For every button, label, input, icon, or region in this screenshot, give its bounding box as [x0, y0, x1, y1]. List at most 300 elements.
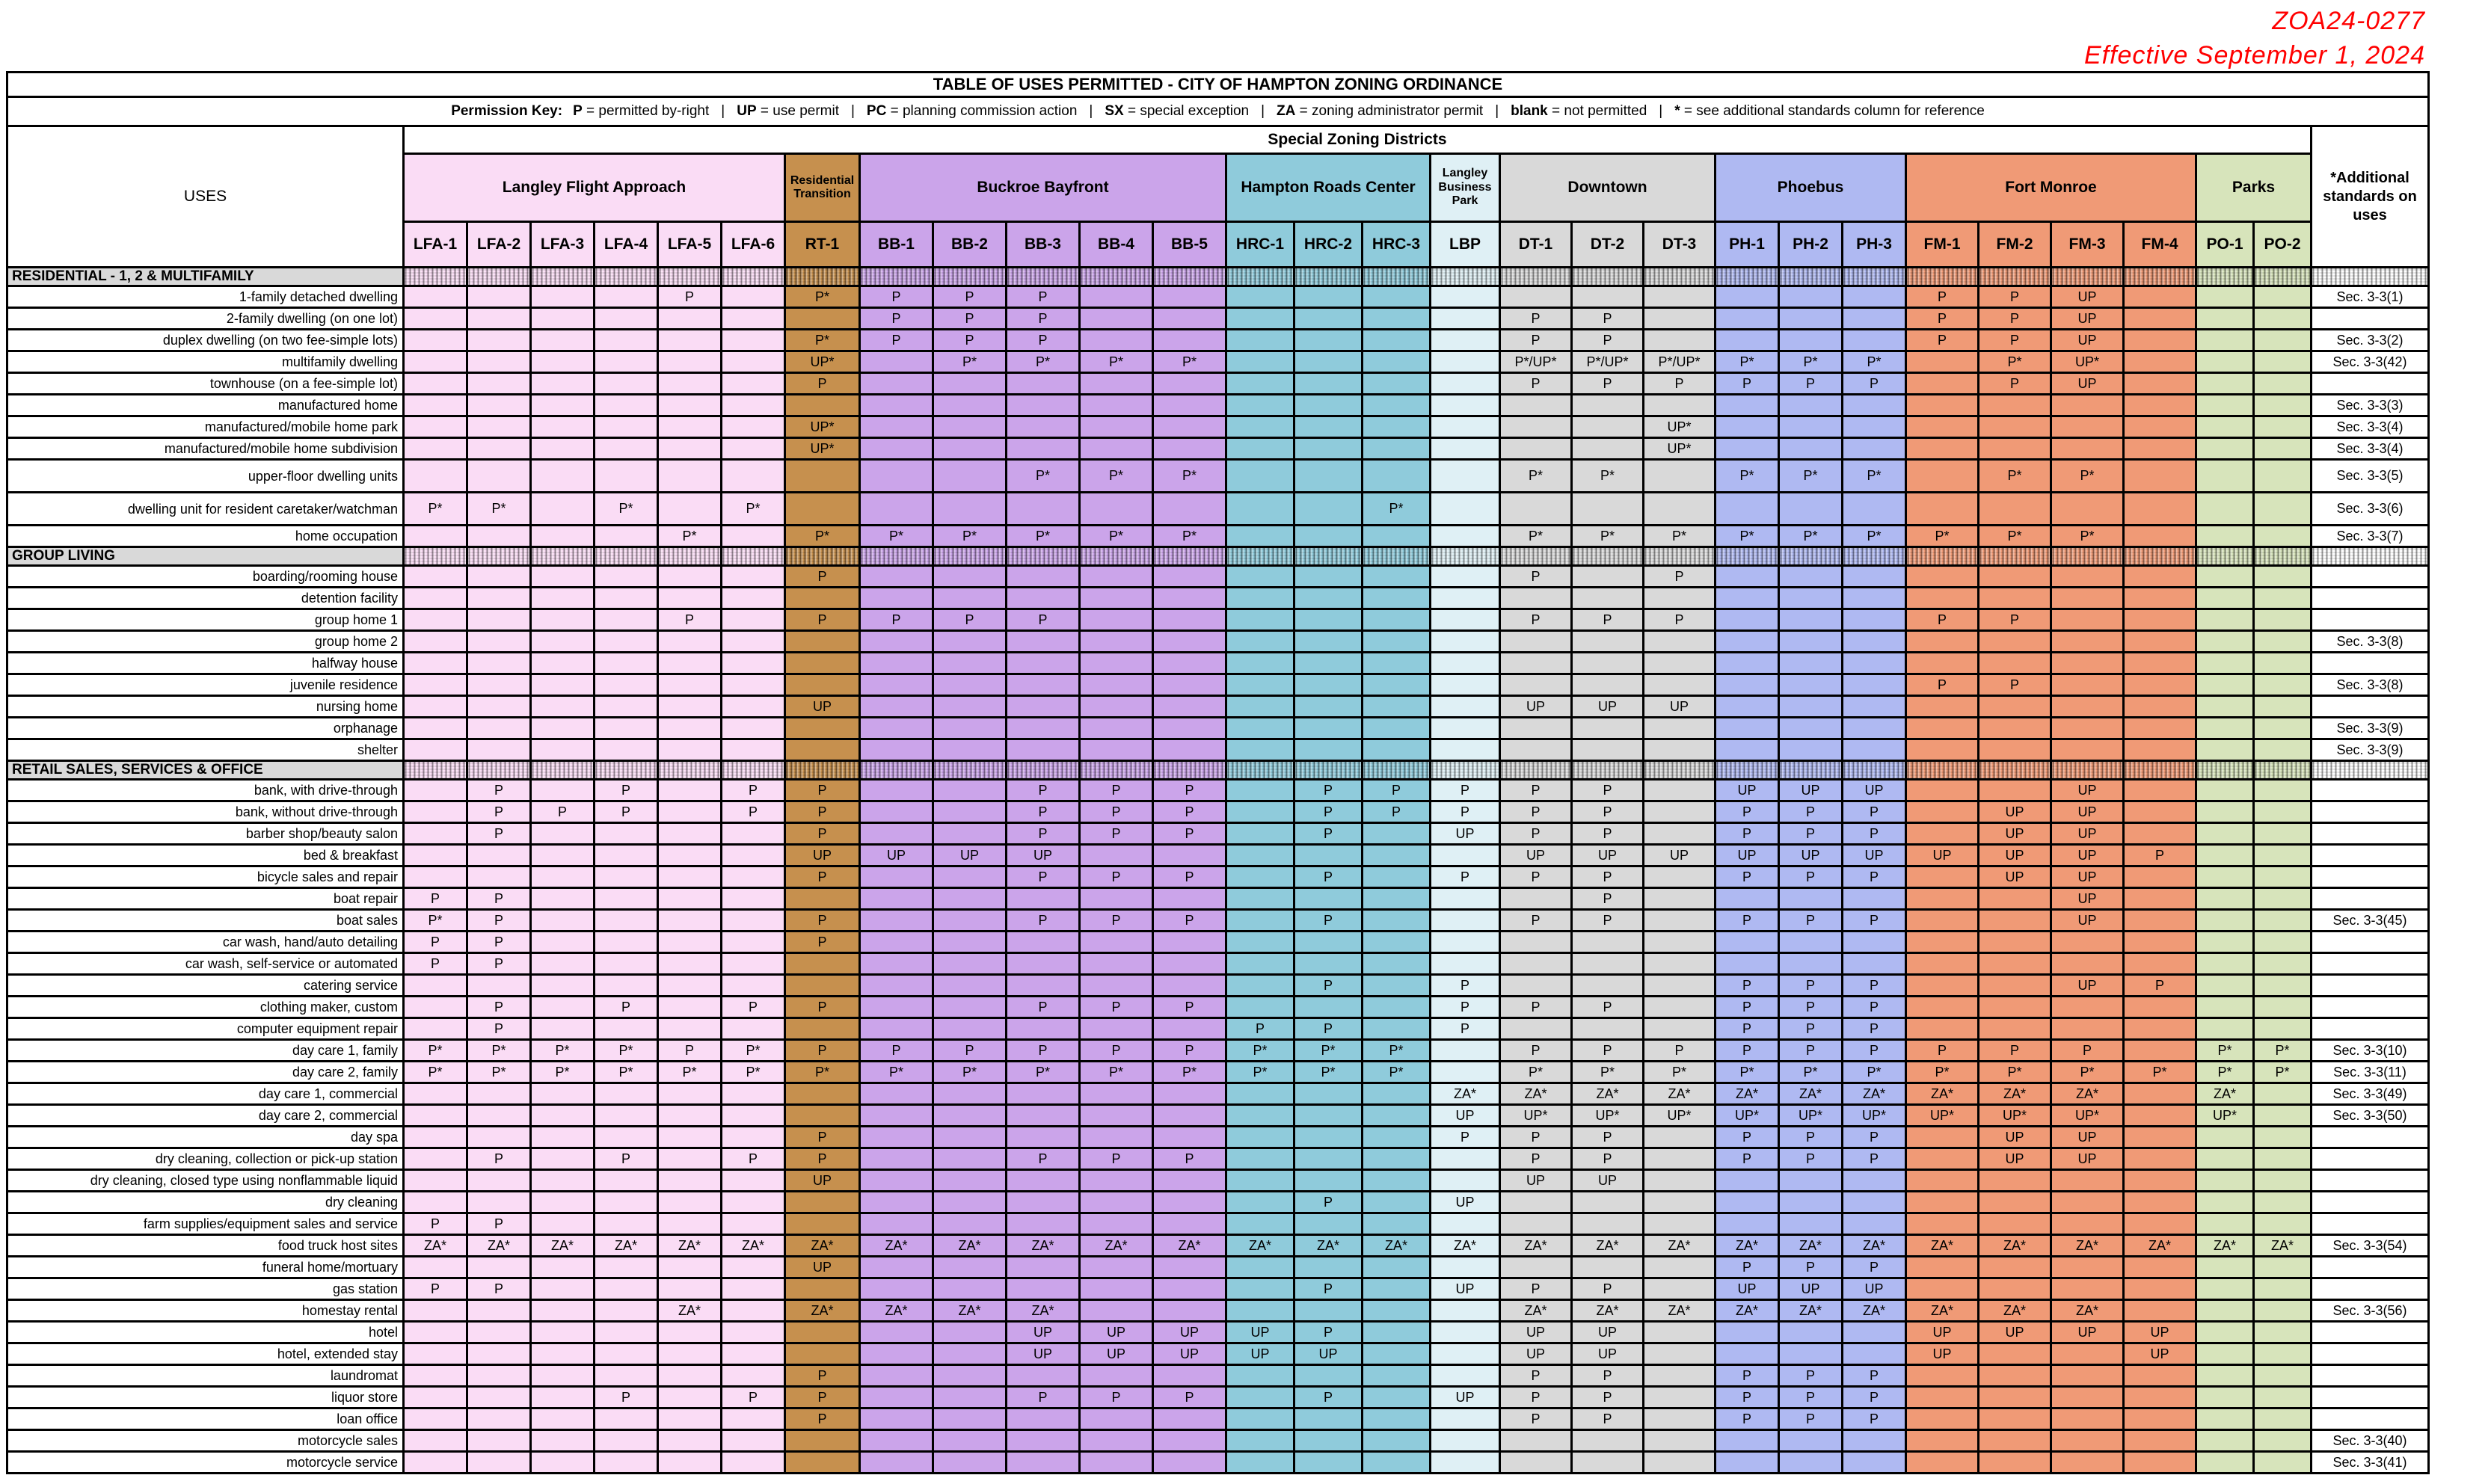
permission-cell — [1431, 932, 1500, 953]
district-code-cell: HRC-2 — [1294, 222, 1363, 268]
permission-cell: P — [467, 932, 531, 953]
permission-cell: UP — [1779, 1278, 1843, 1300]
permission-cell — [1153, 1018, 1226, 1040]
permission-cell: P* — [595, 493, 658, 526]
key-separator: | — [850, 103, 855, 119]
permission-cell — [2124, 566, 2196, 588]
use-label-cell: dwelling unit for resident caretaker/watchman — [7, 493, 404, 526]
permission-cell: P* — [1294, 1040, 1363, 1062]
permission-cell — [785, 460, 860, 493]
permission-cell — [1226, 526, 1294, 547]
permission-cell — [1779, 416, 1843, 438]
permission-cell — [1716, 696, 1779, 718]
permission-cell — [404, 1148, 467, 1170]
permission-cell — [933, 588, 1007, 609]
section-hatch-cell — [1906, 761, 1979, 780]
permission-cell — [1500, 1452, 1572, 1474]
permission-cell — [1007, 1278, 1080, 1300]
permission-cell — [1979, 975, 2051, 997]
permission-cell — [2124, 1408, 2196, 1430]
permission-cell — [722, 1452, 785, 1474]
permission-cell — [1572, 1192, 1644, 1213]
permission-cell — [595, 696, 658, 718]
permission-cell: P* — [722, 1062, 785, 1083]
permission-cell — [2254, 566, 2312, 588]
section-hatch-cell — [1500, 268, 1572, 286]
permission-cell: P — [1007, 609, 1080, 631]
permission-cell — [2051, 1452, 2124, 1474]
permission-cell: P — [1716, 801, 1779, 823]
permission-cell — [2196, 1322, 2254, 1343]
permission-cell: P — [722, 1148, 785, 1170]
permission-cell — [1716, 308, 1779, 330]
permission-cell — [1716, 286, 1779, 308]
permission-cell — [2254, 1300, 2312, 1322]
permission-cell: P* — [1716, 351, 1779, 373]
permission-cell — [467, 566, 531, 588]
permission-cell — [1500, 493, 1572, 526]
permission-cell: UP* — [1779, 1105, 1843, 1127]
permission-cell — [1979, 493, 2051, 526]
permission-cell: P — [785, 1148, 860, 1170]
permission-cell — [1979, 631, 2051, 653]
permission-cell — [2254, 997, 2312, 1018]
section-hatch-cell — [1572, 268, 1644, 286]
use-row — [7, 1235, 2429, 1257]
permission-cell — [1431, 1343, 1500, 1365]
use-row — [7, 653, 2429, 674]
permission-cell — [1843, 330, 1906, 351]
permission-cell — [1080, 1105, 1153, 1127]
permission-cell — [1363, 330, 1431, 351]
permission-cell — [785, 1105, 860, 1127]
permission-cell — [2196, 330, 2254, 351]
permission-cell — [2254, 1343, 2312, 1365]
permission-cell — [658, 1170, 722, 1192]
permission-cell — [658, 1192, 722, 1213]
section-hatch-cell — [1363, 547, 1431, 566]
permission-cell — [595, 330, 658, 351]
permission-cell — [2254, 674, 2312, 696]
permission-cell: P — [785, 373, 860, 395]
permission-cell — [1007, 631, 1080, 653]
permission-cell — [1153, 888, 1226, 910]
permission-cell — [1644, 975, 1716, 997]
standards-cell: Sec. 3-3(3) — [2312, 395, 2429, 416]
section-hatch-cell — [1080, 547, 1153, 566]
permission-cell — [860, 1018, 933, 1040]
permission-cell — [1226, 1105, 1294, 1127]
permission-cell — [860, 1105, 933, 1127]
permission-cell — [595, 373, 658, 395]
permission-cell: UP — [1979, 801, 2051, 823]
permission-cell — [2051, 932, 2124, 953]
permission-cell — [1979, 395, 2051, 416]
permission-cell — [2196, 588, 2254, 609]
section-hatch-cell — [531, 268, 595, 286]
permission-cell — [1716, 653, 1779, 674]
permission-cell: P — [1153, 1387, 1226, 1408]
permission-cell — [722, 1083, 785, 1105]
permission-cell — [1843, 566, 1906, 588]
permission-cell — [2051, 1365, 2124, 1387]
permission-cell — [933, 888, 1007, 910]
permission-cell — [785, 975, 860, 997]
permission-cell — [1906, 823, 1979, 845]
permission-cell: P — [785, 932, 860, 953]
permission-cell — [2124, 997, 2196, 1018]
permission-cell: P* — [595, 1062, 658, 1083]
permission-cell — [1153, 932, 1226, 953]
permission-cell — [2051, 566, 2124, 588]
permission-cell — [467, 460, 531, 493]
permission-cell: UP* — [1572, 1105, 1644, 1127]
permission-cell — [1294, 1257, 1363, 1278]
district-code-cell: BB-1 — [860, 222, 933, 268]
permission-cell — [1153, 416, 1226, 438]
permission-cell — [1644, 866, 1716, 888]
permission-cell — [722, 526, 785, 547]
permission-cell — [1716, 718, 1779, 739]
permission-cell — [531, 653, 595, 674]
permission-cell — [531, 1127, 595, 1148]
permission-cell — [1363, 975, 1431, 997]
permission-cell: P — [1500, 1127, 1572, 1148]
permission-cell — [1363, 674, 1431, 696]
permission-cell — [2051, 1018, 2124, 1040]
permission-cell — [1294, 1408, 1363, 1430]
permission-cell — [595, 1213, 658, 1235]
use-row — [7, 1105, 2429, 1127]
permission-cell — [404, 566, 467, 588]
permission-cell — [1431, 416, 1500, 438]
permission-cell — [1843, 438, 1906, 460]
permission-cell — [2124, 1278, 2196, 1300]
permission-cell — [1007, 1452, 1080, 1474]
permission-cell — [933, 1083, 1007, 1105]
permission-cell — [404, 696, 467, 718]
section-hatch-cell — [1779, 268, 1843, 286]
permission-cell — [1716, 631, 1779, 653]
permission-cell: P — [1431, 866, 1500, 888]
permission-cell — [1363, 438, 1431, 460]
permission-cell — [404, 823, 467, 845]
permission-cell — [1431, 696, 1500, 718]
permission-cell: UP* — [1979, 1105, 2051, 1127]
permission-cell: P — [1843, 1408, 1906, 1430]
permission-cell — [1779, 286, 1843, 308]
use-row — [7, 1192, 2429, 1213]
use-label-cell: day care 1, family — [7, 1040, 404, 1062]
permission-cell — [722, 373, 785, 395]
permission-cell — [1363, 932, 1431, 953]
permission-cell — [933, 997, 1007, 1018]
permission-cell — [860, 823, 933, 845]
permission-cell — [1906, 1365, 1979, 1387]
use-label-cell: multifamily dwelling — [7, 351, 404, 373]
permission-cell — [658, 1430, 722, 1452]
permission-cell: P — [1843, 1148, 1906, 1170]
district-code-cell: FM-1 — [1906, 222, 1979, 268]
permission-cell — [2196, 1387, 2254, 1408]
permission-cell: UP — [785, 1170, 860, 1192]
standards-cell: Sec. 3-3(11) — [2312, 1062, 2429, 1083]
permission-cell: P — [1080, 1040, 1153, 1062]
permission-cell — [1843, 718, 1906, 739]
permission-cell — [595, 1322, 658, 1343]
permission-cell: P — [595, 1148, 658, 1170]
permission-cell: P — [595, 1387, 658, 1408]
permission-cell — [1431, 845, 1500, 866]
permission-cell: P — [1294, 975, 1363, 997]
use-label-cell: liquor store — [7, 1387, 404, 1408]
permission-cell — [2196, 888, 2254, 910]
standards-cell — [2312, 1213, 2429, 1235]
key-item-code: P — [573, 103, 583, 119]
use-row — [7, 308, 2429, 330]
permission-cell — [531, 588, 595, 609]
permission-cell — [595, 953, 658, 975]
permission-cell — [933, 416, 1007, 438]
permission-cell: UP — [1644, 696, 1716, 718]
permission-cell — [1572, 493, 1644, 526]
permission-cell — [785, 631, 860, 653]
district-code-cell: FM-3 — [2051, 222, 2124, 268]
district-group-cell: Langley Business Park — [1431, 154, 1500, 222]
permission-cell: P* — [1294, 1062, 1363, 1083]
permission-cell — [860, 1343, 933, 1365]
permission-cell — [1363, 1018, 1431, 1040]
permission-cell — [1294, 373, 1363, 395]
permission-cell — [658, 438, 722, 460]
permission-cell — [1644, 910, 1716, 932]
permission-cell — [2254, 1148, 2312, 1170]
permission-cell: P* — [1572, 1062, 1644, 1083]
permission-cell — [2124, 888, 2196, 910]
permission-cell — [1294, 696, 1363, 718]
permission-cell — [2254, 866, 2312, 888]
permission-cell — [1080, 373, 1153, 395]
permission-key — [7, 97, 2429, 126]
permission-cell — [467, 588, 531, 609]
permission-cell — [2254, 1105, 2312, 1127]
permission-cell — [2254, 1322, 2312, 1343]
permission-cell — [1294, 845, 1363, 866]
permission-cell — [404, 460, 467, 493]
permission-cell — [658, 780, 722, 801]
permission-cell — [658, 588, 722, 609]
permission-cell: P* — [1500, 460, 1572, 493]
key-item: PC = planning commission action — [866, 103, 1078, 119]
permission-cell — [1153, 1430, 1226, 1452]
permission-cell — [1226, 1170, 1294, 1192]
section-hatch-cell — [785, 268, 860, 286]
permission-cell: P — [1843, 975, 1906, 997]
permission-cell — [860, 1365, 933, 1387]
permission-cell — [1644, 1192, 1716, 1213]
permission-cell: P* — [2254, 1040, 2312, 1062]
permission-cell — [531, 696, 595, 718]
permission-cell: P — [1979, 1040, 2051, 1062]
permission-cell: UP — [1431, 1105, 1500, 1127]
permission-cell: P — [1644, 1040, 1716, 1062]
permission-cell: UP* — [1716, 1105, 1779, 1127]
permission-cell — [1906, 493, 1979, 526]
permission-cell: P*/UP* — [1644, 351, 1716, 373]
permission-cell — [1843, 1170, 1906, 1192]
permission-cell: P — [1843, 1040, 1906, 1062]
permission-cell — [595, 1365, 658, 1387]
section-hatch-cell — [1153, 547, 1226, 566]
permission-cell — [658, 1257, 722, 1278]
permission-cell — [1153, 975, 1226, 997]
permission-cell — [467, 866, 531, 888]
permission-cell: P — [1572, 373, 1644, 395]
permission-cell: P — [860, 330, 933, 351]
permission-cell — [2254, 526, 2312, 547]
permission-cell: P — [467, 910, 531, 932]
permission-cell: P — [1431, 801, 1500, 823]
permission-cell: P — [1500, 801, 1572, 823]
permission-cell — [595, 718, 658, 739]
permission-cell — [1226, 674, 1294, 696]
permission-cell — [785, 1083, 860, 1105]
section-hatch-cell — [860, 547, 933, 566]
permission-cell: P — [1779, 1408, 1843, 1430]
permission-cell — [722, 975, 785, 997]
key-item: * = see additional standards column for reference — [1674, 103, 1985, 119]
permission-cell — [933, 460, 1007, 493]
permission-cell — [1716, 566, 1779, 588]
permission-cell: P — [1779, 1387, 1843, 1408]
permission-cell — [2124, 696, 2196, 718]
permission-cell — [1080, 1300, 1153, 1322]
permission-cell — [1716, 416, 1779, 438]
permission-cell: P — [1500, 997, 1572, 1018]
standards-cell: Sec. 3-3(45) — [2312, 910, 2429, 932]
permission-cell — [1979, 1408, 2051, 1430]
permission-cell — [1363, 373, 1431, 395]
use-label-cell: shelter — [7, 739, 404, 761]
permission-key-label: Permission Key: — [451, 103, 563, 119]
permission-cell — [467, 674, 531, 696]
permission-cell: UP — [1716, 845, 1779, 866]
standards-cell: Sec. 3-3(56) — [2312, 1300, 2429, 1322]
permission-cell — [1294, 1365, 1363, 1387]
section-hatch-cell — [467, 547, 531, 566]
permission-cell — [722, 932, 785, 953]
permission-cell: P* — [1979, 526, 2051, 547]
permission-cell — [1007, 696, 1080, 718]
use-label-cell: day care 2, commercial — [7, 1105, 404, 1127]
permission-cell — [1979, 1213, 2051, 1235]
permission-cell — [722, 845, 785, 866]
permission-cell — [404, 631, 467, 653]
use-row — [7, 1322, 2429, 1343]
permission-cell — [1644, 1278, 1716, 1300]
permission-cell — [860, 910, 933, 932]
permission-cell: P — [1007, 330, 1080, 351]
permission-cell — [404, 1170, 467, 1192]
permission-cell: P — [1080, 823, 1153, 845]
permission-cell: P* — [2254, 1062, 2312, 1083]
permission-cell — [404, 801, 467, 823]
district-code-cell: BB-5 — [1153, 222, 1226, 268]
permission-cell — [531, 932, 595, 953]
permission-cell — [1226, 1365, 1294, 1387]
permission-cell: UP* — [1843, 1105, 1906, 1127]
section-hatch-cell — [1716, 547, 1779, 566]
permission-cell: P — [1500, 780, 1572, 801]
permission-cell: P — [1779, 1040, 1843, 1062]
permission-cell — [1294, 1105, 1363, 1127]
permission-cell — [1226, 438, 1294, 460]
permission-cell: ZA* — [1716, 1300, 1779, 1322]
permission-cell — [2196, 351, 2254, 373]
use-label-cell: motorcycle sales — [7, 1430, 404, 1452]
permission-cell — [2254, 780, 2312, 801]
permission-cell — [1644, 1408, 1716, 1430]
permission-cell: P — [1843, 997, 1906, 1018]
stamp-effective-date: Effective September 1, 2024 — [2083, 40, 2425, 70]
permission-cell — [531, 888, 595, 910]
permission-cell — [1843, 888, 1906, 910]
permission-cell — [1226, 653, 1294, 674]
permission-cell — [2254, 631, 2312, 653]
permission-cell — [2051, 653, 2124, 674]
permission-cell: UP* — [1906, 1105, 1979, 1127]
permission-cell — [1644, 674, 1716, 696]
permission-cell: ZA* — [1979, 1235, 2051, 1257]
use-label-cell: day care 1, commercial — [7, 1083, 404, 1105]
permission-cell — [1431, 330, 1500, 351]
permission-cell — [1500, 674, 1572, 696]
permission-cell — [1644, 888, 1716, 910]
permission-cell: P* — [1779, 351, 1843, 373]
permission-cell: P — [1294, 823, 1363, 845]
permission-cell — [1153, 1257, 1226, 1278]
use-label-cell: group home 1 — [7, 609, 404, 631]
permission-cell: P — [1153, 1040, 1226, 1062]
permission-cell: ZA* — [658, 1235, 722, 1257]
permission-cell — [1572, 1213, 1644, 1235]
permission-cell — [722, 1278, 785, 1300]
permission-cell: P — [1500, 566, 1572, 588]
permission-cell: ZA* — [1779, 1235, 1843, 1257]
key-separator: | — [721, 103, 725, 119]
permission-cell — [1906, 373, 1979, 395]
permission-cell — [1007, 888, 1080, 910]
permission-cell: ZA* — [933, 1235, 1007, 1257]
permission-cell — [1007, 1213, 1080, 1235]
permission-cell: UP — [1779, 845, 1843, 866]
permission-cell — [933, 1322, 1007, 1343]
section-hatch-cell — [1226, 268, 1294, 286]
permission-cell — [1906, 718, 1979, 739]
permission-cell — [1080, 845, 1153, 866]
permission-cell — [1779, 493, 1843, 526]
permission-cell — [1572, 566, 1644, 588]
permission-cell: ZA* — [1500, 1300, 1572, 1322]
permission-cell — [1431, 1408, 1500, 1430]
permission-cell — [2196, 653, 2254, 674]
permission-cell: P* — [2124, 1062, 2196, 1083]
use-row — [7, 1365, 2429, 1387]
permission-cell: P — [1080, 997, 1153, 1018]
permission-cell — [785, 1213, 860, 1235]
section-hatch-cell — [1080, 761, 1153, 780]
permission-cell — [1572, 739, 1644, 761]
